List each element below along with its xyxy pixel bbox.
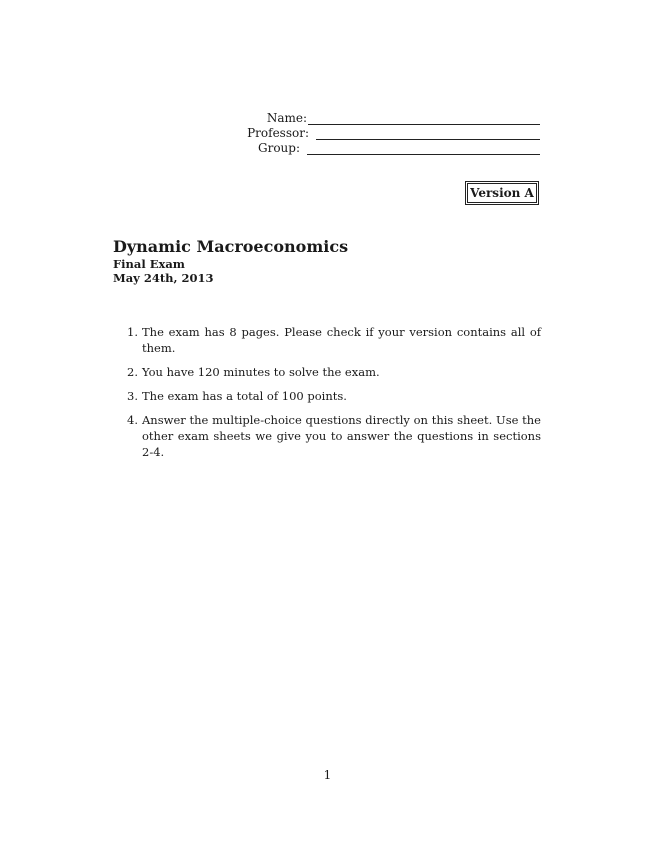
instruction-text: The exam has a total of 100 points.: [142, 389, 347, 403]
instruction-number: 4.: [127, 413, 138, 427]
professor-label: Professor:: [247, 126, 309, 140]
professor-field[interactable]: [200, 125, 540, 141]
instruction-number: 2.: [127, 365, 138, 379]
instruction-item: [113, 364, 541, 380]
instruction-number: 1.: [127, 325, 138, 339]
version-box: [465, 181, 539, 205]
exam-type: Final Exam: [113, 257, 185, 271]
exam-date: May 24th, 2013: [113, 271, 214, 285]
instruction-text: You have 120 minutes to solve the exam.: [142, 365, 380, 379]
name-field[interactable]: [200, 110, 540, 126]
group-field[interactable]: [200, 140, 540, 156]
instruction-text: Answer the multiple-choice questions directly on this sheet. Use the other exam sheets we give you to answer the questions in sections 2-4.: [142, 413, 541, 459]
page-number: 1: [323, 768, 332, 782]
instruction-item: [113, 412, 541, 460]
group-underline[interactable]: [307, 154, 540, 155]
group-label: Group:: [258, 141, 300, 155]
instructions-list: [113, 324, 541, 468]
instruction-number: 3.: [127, 389, 138, 403]
instruction-text: The exam has 8 pages. Please check if your version contains all of them.: [142, 325, 541, 355]
course-title: Dynamic Macroeconomics: [113, 237, 349, 256]
version-label: Version A: [467, 183, 537, 203]
instruction-item: [113, 388, 541, 404]
name-label: Name:: [266, 111, 307, 125]
instruction-item: [113, 324, 541, 356]
